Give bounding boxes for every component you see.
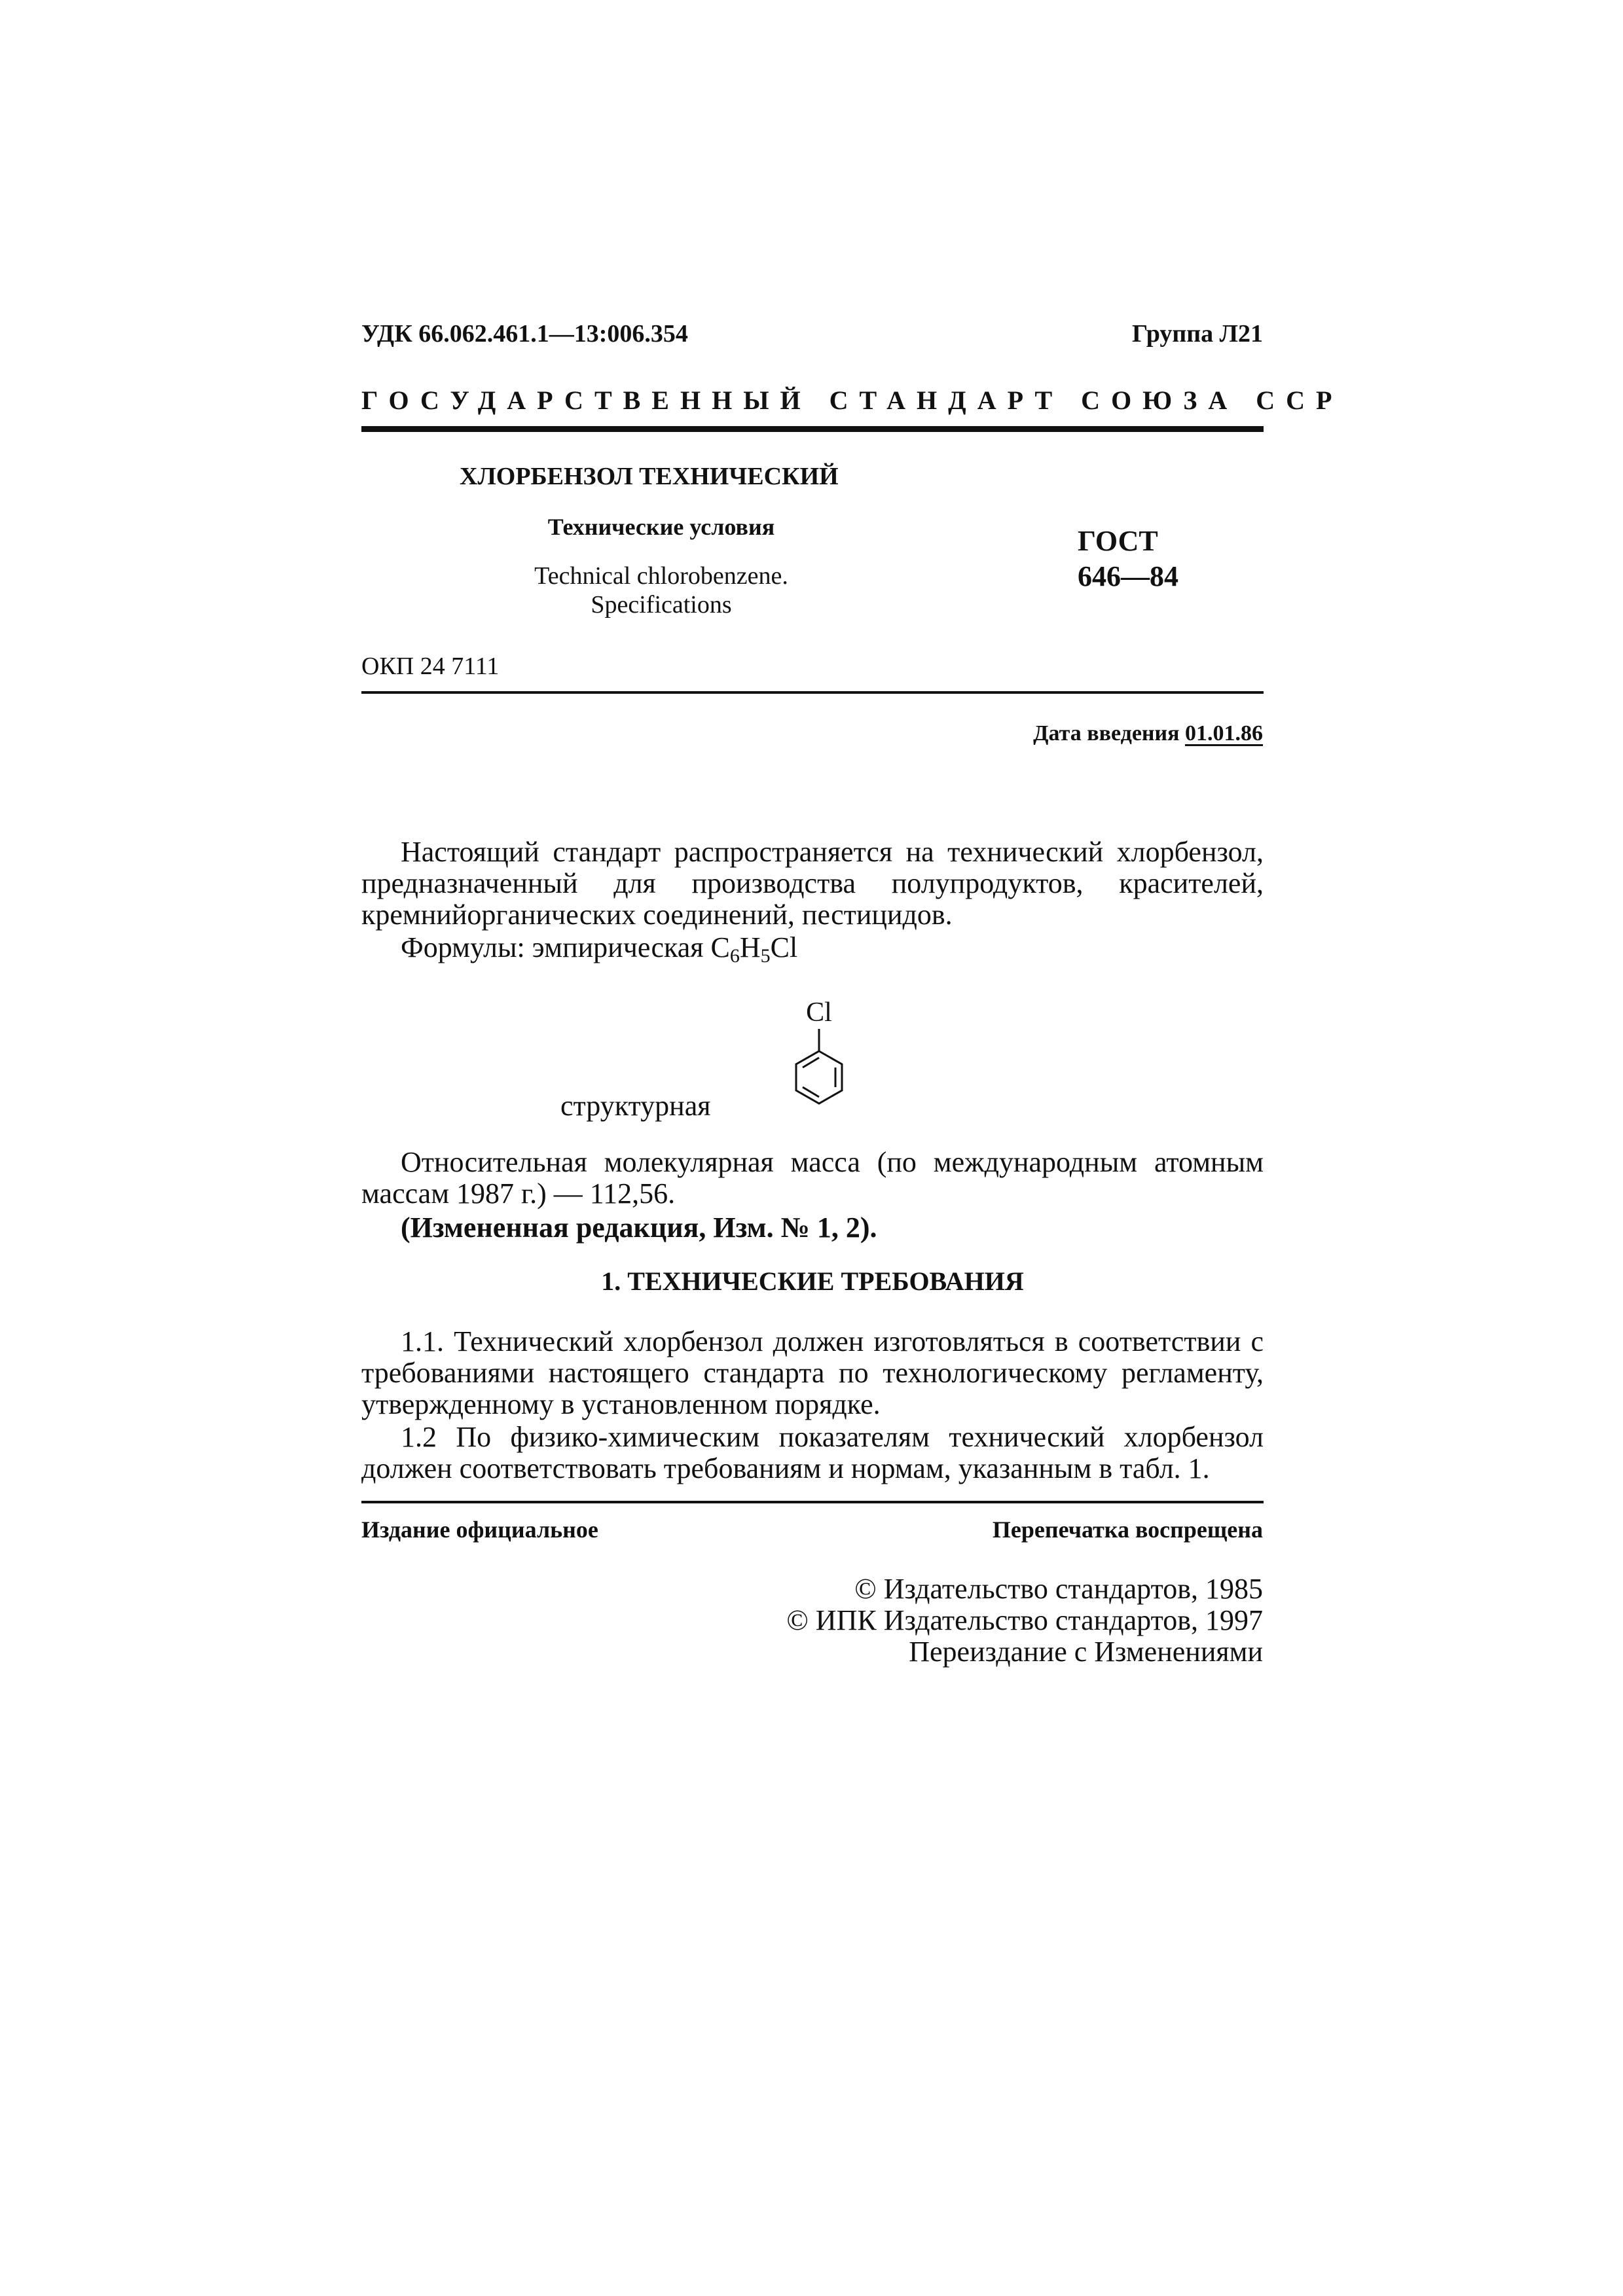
formula-c-sub: 6: [729, 945, 740, 967]
copyright-1985: © Издательство стандартов, 1985: [854, 1573, 1263, 1605]
copyright-1997: © ИПК Издательство стандартов, 1997: [786, 1604, 1263, 1636]
formula-label: Формулы: эмпирическая: [401, 931, 704, 963]
structural-formula-label: структурная: [560, 1090, 711, 1122]
clause-1-1: 1.1. Технический хлорбензол должен изготовляться в соответствии с требованиями настоящего стандарта по технологическому регламенту, утвержденному в установленном порядке.: [361, 1325, 1264, 1420]
formula-c: C: [710, 931, 730, 963]
formula-cl: Cl: [770, 931, 798, 963]
molecular-mass-paragraph: Относительная молекулярная масса (по международным атомным массам 1987 г.) — 112,56.: [361, 1146, 1264, 1210]
empirical-formula: [401, 931, 797, 967]
state-standard-heading: ГОСУДАРСТВЕННЫЙ СТАНДАРТ СОЮЗА ССР: [361, 386, 1343, 415]
gost-number: 646—84: [1078, 560, 1178, 592]
okp-divider: [361, 691, 1264, 694]
chlorobenzene-structure: [783, 995, 855, 1126]
section-heading: 1. ТЕХНИЧЕСКИЕ ТРЕБОВАНИЯ: [601, 1266, 1024, 1296]
formula-h: H: [739, 931, 761, 963]
date-label: Дата введения: [1033, 721, 1180, 745]
document-title: ХЛОРБЕНЗОЛ ТЕХНИЧЕСКИЙ: [460, 463, 839, 490]
clause-1-2: 1.2 По физико-химическим показателям технический хлорбензол должен соответствовать требованиям и нормам, указанным в табл. 1.: [361, 1421, 1264, 1484]
footer-divider: [361, 1501, 1264, 1503]
group-code: Группа Л21: [1131, 320, 1263, 348]
molecule-cl-label: Cl: [806, 997, 832, 1028]
english-title: [491, 562, 831, 619]
reissue-note: Переиздание с Изменениями: [909, 1636, 1263, 1668]
copyright-block: [608, 1573, 1263, 1668]
gost-designation: [1078, 524, 1178, 594]
introduction-date: [1033, 721, 1263, 746]
document-subtitle: Технические условия: [547, 514, 775, 540]
english-title-line1: Technical chlorobenzene.: [534, 562, 788, 590]
official-edition-label: Издание официальное: [361, 1516, 598, 1543]
formula-h-sub: 5: [760, 945, 771, 967]
amendment-note: (Измененная редакция, Изм. № 1, 2).: [401, 1211, 877, 1244]
header-divider: [361, 426, 1264, 432]
reprint-prohibited-label: Перепечатка воспрещена: [992, 1516, 1263, 1543]
scope-paragraph: Настоящий стандарт распространяется на технический хлорбензол, предназначенный для производства полупродуктов, красителей, кремнийорганических соединений, пестицидов.: [361, 836, 1264, 931]
udk-code: УДК 66.062.461.1—13:006.354: [361, 320, 688, 348]
gost-label: ГОСТ: [1078, 525, 1158, 557]
english-title-line2: Specifications: [591, 591, 732, 619]
okp-code: ОКП 24 7111: [361, 653, 500, 680]
date-value: 01.01.86: [1185, 721, 1263, 745]
